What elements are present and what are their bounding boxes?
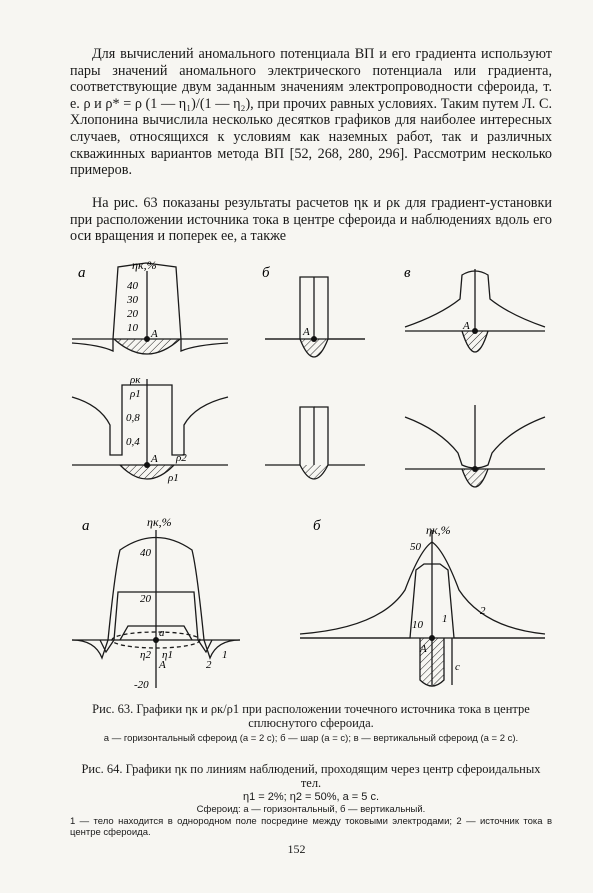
tick-0-4: 0,4 [126,436,140,448]
figure-63 [0,255,593,495]
fig64-right-1: 1 [442,613,448,625]
fig64-tick-40: 40 [140,547,151,559]
point-a-label-b: A [303,326,310,338]
eta-axis-label: ηк,% [132,258,157,272]
fig64-right-2: 2 [480,605,486,617]
caption-fig63: Рис. 63. Графики ηк и ρк/ρ1 при расположении точечного источника тока в центре сплюснутого сфероида. [92,702,530,730]
fig64-label-A: A [159,659,166,671]
fig64-tick-20: 20 [140,593,151,605]
point-a-label-v: A [463,320,470,332]
rho-axis-bottom: ρ1 [130,388,141,400]
panel-label-b: б [262,265,270,281]
tick-10: 10 [127,322,138,334]
caption-fig64: Рис. 64. Графики ηк по линиям наблюдений, проходящим через центр сфероидальных тел. [81,762,541,790]
fig64-panel-a: а [82,518,90,534]
fig64-right-axis-label: ηк,% [426,523,451,537]
tick-0-8: 0,8 [126,412,140,424]
rho1-label: ρ1 [168,472,179,484]
panel-label-a: а [78,265,86,281]
point-a-label: A [151,328,158,340]
fig64-tick-50: 50 [410,541,421,553]
fig64-label-a: a [159,627,165,639]
rho-axis-top: ρк [130,374,141,386]
note-fig64: 1 — тело находится в однородном поле посредине между токовыми электродами; 2 — источник тока в центре сфероида. [70,816,552,838]
fig64-left-axis-label: ηк,% [147,515,172,529]
fig64-label-2: 2 [206,659,212,671]
figure-64 [0,510,593,695]
legend-fig63: а — горизонтальный сфероид (а = 2 с); б — шар (а = с); в — вертикальный сфероид (а = 2 с). [103,733,519,744]
fig64-right-A: A [420,643,427,655]
fig64-panel-b: б [313,518,321,534]
fig64-label-eta1: η1 [162,649,173,661]
tick-40: 40 [127,280,138,292]
body-paragraph-1: Для вычислений аномального потенциала ВП и его градиента используют пары значений аномального электрического потенциала или градиента, соответствующие двум заданным значениям электропроводности сфероида, т. е. ρ и ρ* = ρ (1 — η₁)/(1 — η₂), при прочих равных условиях. Таким путем Л. С. Хлопонина вычислила несколько десятков графиков для наиболее интересных случаев, относящихся к условиям как наземных работ, так и различных скважинных вариантов метода ВП [52, 268, 280, 296]. Рассмотрим несколько примеров. [70,46,552,179]
fig64-label-eta2: η2 [140,649,151,661]
point-a-label-2: A [151,453,158,465]
fig64-right-c: c [455,661,460,673]
tick-30: 30 [127,294,138,306]
fig64-tick-10: 10 [412,619,423,631]
fig64-label-1: 1 [222,649,228,661]
eta-curve [72,263,228,351]
rho2-label: ρ2 [176,452,187,464]
page-number: 152 [287,842,306,856]
body-paragraph-2: На рис. 63 показаны результаты расчетов ηк и ρк для градиент-установки при расположении источника тока в центре сфероида и наблюдениях вдоль его оси вращения и поперек ее, а также [70,195,552,245]
fig64-tick-minus-20: -20 [134,679,149,691]
spheroid-legend-fig64: Сфероид: а — горизонтальный, б — вертикальный. [196,804,426,815]
panel-label-v: в [404,265,411,281]
params-fig64: η1 = 2%; η2 = 50%, а = 5 с. [242,791,380,803]
tick-20: 20 [127,308,138,320]
